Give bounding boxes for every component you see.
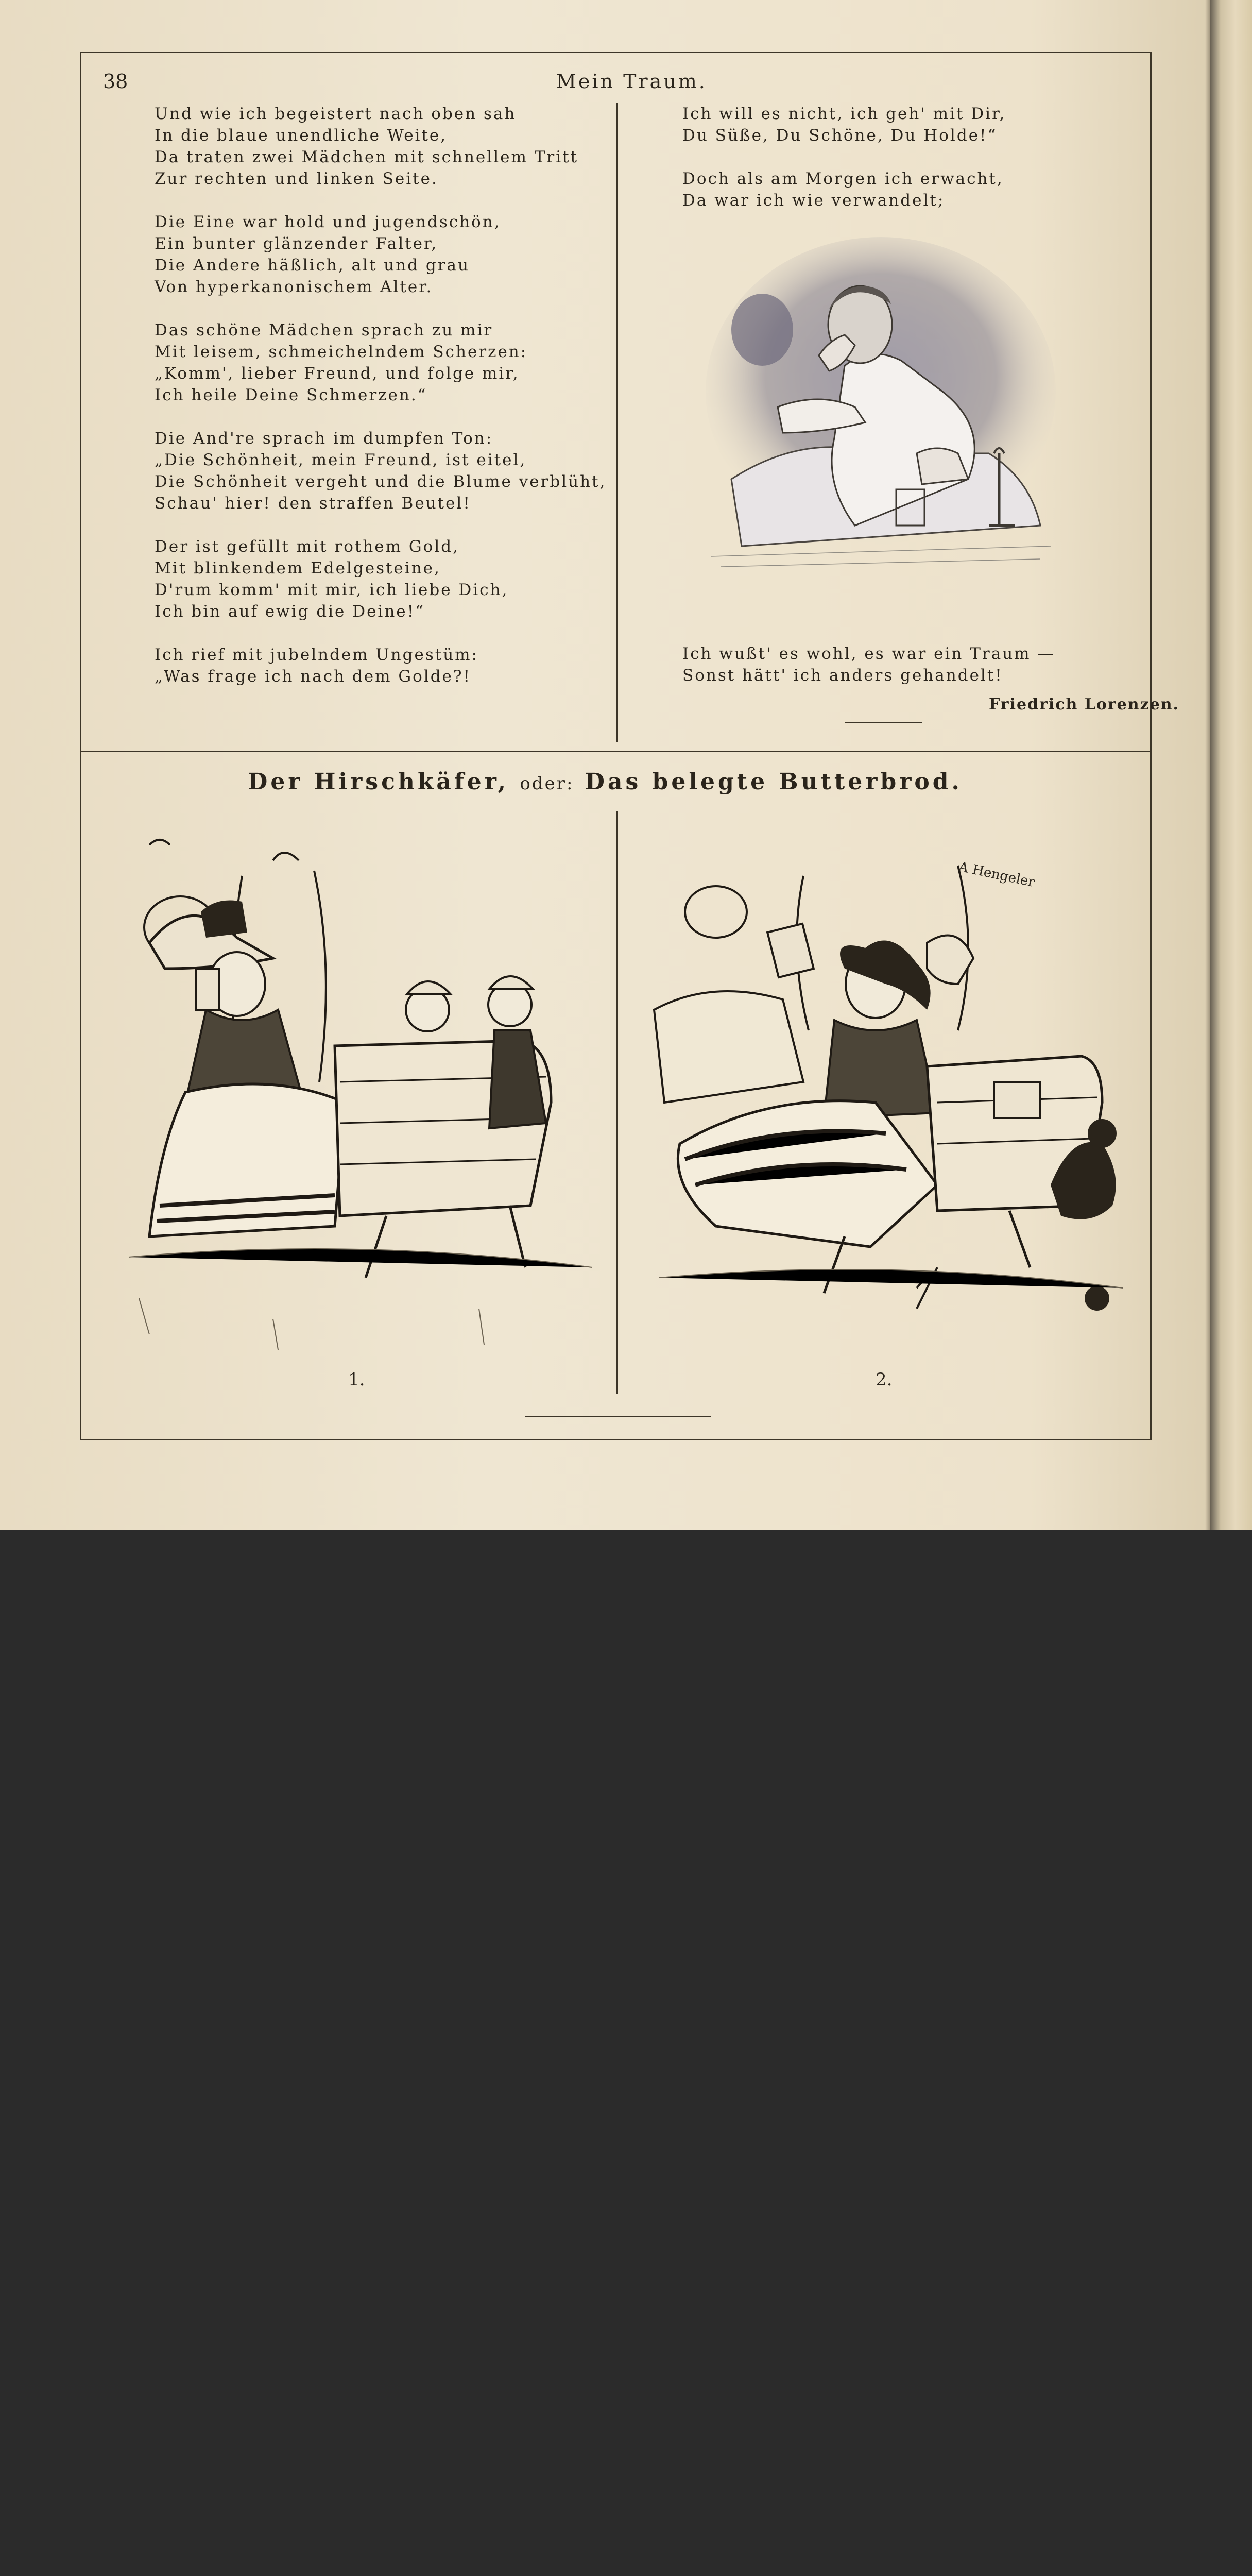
page-number: 38 [103,70,128,93]
poem-line: „Komm', lieber Freund, und folge mir, [155,364,520,383]
stanza [155,428,606,514]
poem-right-column-top [682,103,1006,233]
poem-line: D'rum komm' mit mir, ich liebe Dich, [155,581,509,599]
poem-line: Doch als am Morgen ich erwacht, [682,170,1004,188]
viewer-footer [0,1530,1252,1623]
dreamer-illustration [700,237,1061,577]
stanza [155,644,606,687]
poem-line: Ich will es nicht, ich geh' mit Dir, [682,105,1006,123]
stanza [155,319,606,406]
section-divider [80,751,1150,752]
poem-line: Da war ich wie verwandelt; [682,191,945,210]
poem-line: Das schöne Mädchen sprach zu mir [155,321,493,340]
cartoon-title-connector: oder: [520,773,574,794]
running-title: Mein Traum. [556,70,707,93]
panel-number-2: 2. [876,1369,893,1390]
poem-line: Du Süße, Du Schöne, Du Holde!“ [682,126,998,145]
poem-line: Von hyperkanonischem Alter. [155,278,433,296]
poem-line: Die Schönheit vergeht und die Blume verblüht, [155,472,607,491]
stanza [155,211,606,298]
poem-line: Ich bin auf ewig die Deine!“ [155,602,425,621]
bottom-rule [525,1416,711,1417]
poem-line: Da traten zwei Mädchen mit schnellem Tritt [155,148,579,166]
poem-line: Der ist gefüllt mit rothem Gold, [155,537,459,556]
poem-line: „Was frage ich nach dem Golde?! [155,667,471,686]
adjacent-page-edge [1210,0,1252,1530]
poem-line: Mit leisem, schmeichelndem Scherzen: [155,343,528,361]
panel-number-1: 1. [348,1369,365,1390]
cartoon-title-part1: Der Hirschkäfer, [248,769,509,795]
poem-line: Sonst hätt' ich anders gehandelt! [682,666,1003,685]
poem-right-column-bottom [682,643,1055,686]
cartoon-title-part2: Das belegte Butterbrod. [585,769,963,795]
stanza [682,168,1006,211]
column-divider-bottom [616,811,618,1394]
poem-line: Ein bunter glänzender Falter, [155,234,438,253]
poem-author: Friedrich Lorenzen. [989,696,1179,714]
poem-line: Die And're sprach im dumpfen Ton: [155,429,493,448]
poem-line: In die blaue unendliche Weite, [155,126,448,145]
column-divider-top [616,103,618,742]
poem-left-column [155,103,606,709]
svg-text:A Hengeler: A Hengeler [957,859,1036,891]
poem-line: Zur rechten und linken Seite. [155,170,438,188]
stanza [155,536,606,622]
poem-line: Die Eine war hold und jugendschön, [155,213,501,231]
poem-line: „Die Schönheit, mein Freund, ist eitel, [155,451,527,469]
poem-line: Mit blinkendem Edelgesteine, [155,559,441,578]
stanza [155,103,606,190]
poem-line: Ich heile Deine Schmerzen.“ [155,386,427,404]
poem-line: Ich wußt' es wohl, es war ein Traum — [682,645,1055,663]
cartoon-panel-1 [118,814,603,1360]
stanza [682,103,1006,146]
poem-line: Die Andere häßlich, alt und grau [155,256,470,275]
cartoon-panel-2 [649,814,1133,1360]
cartoon-title [0,769,1210,795]
poem-line: Ich rief mit jubelndem Ungestüm: [155,646,478,664]
poem-line: Und wie ich begeistert nach oben sah [155,105,517,123]
end-rule [845,722,922,723]
poem-line: Schau' hier! den straffen Beutel! [155,494,471,513]
